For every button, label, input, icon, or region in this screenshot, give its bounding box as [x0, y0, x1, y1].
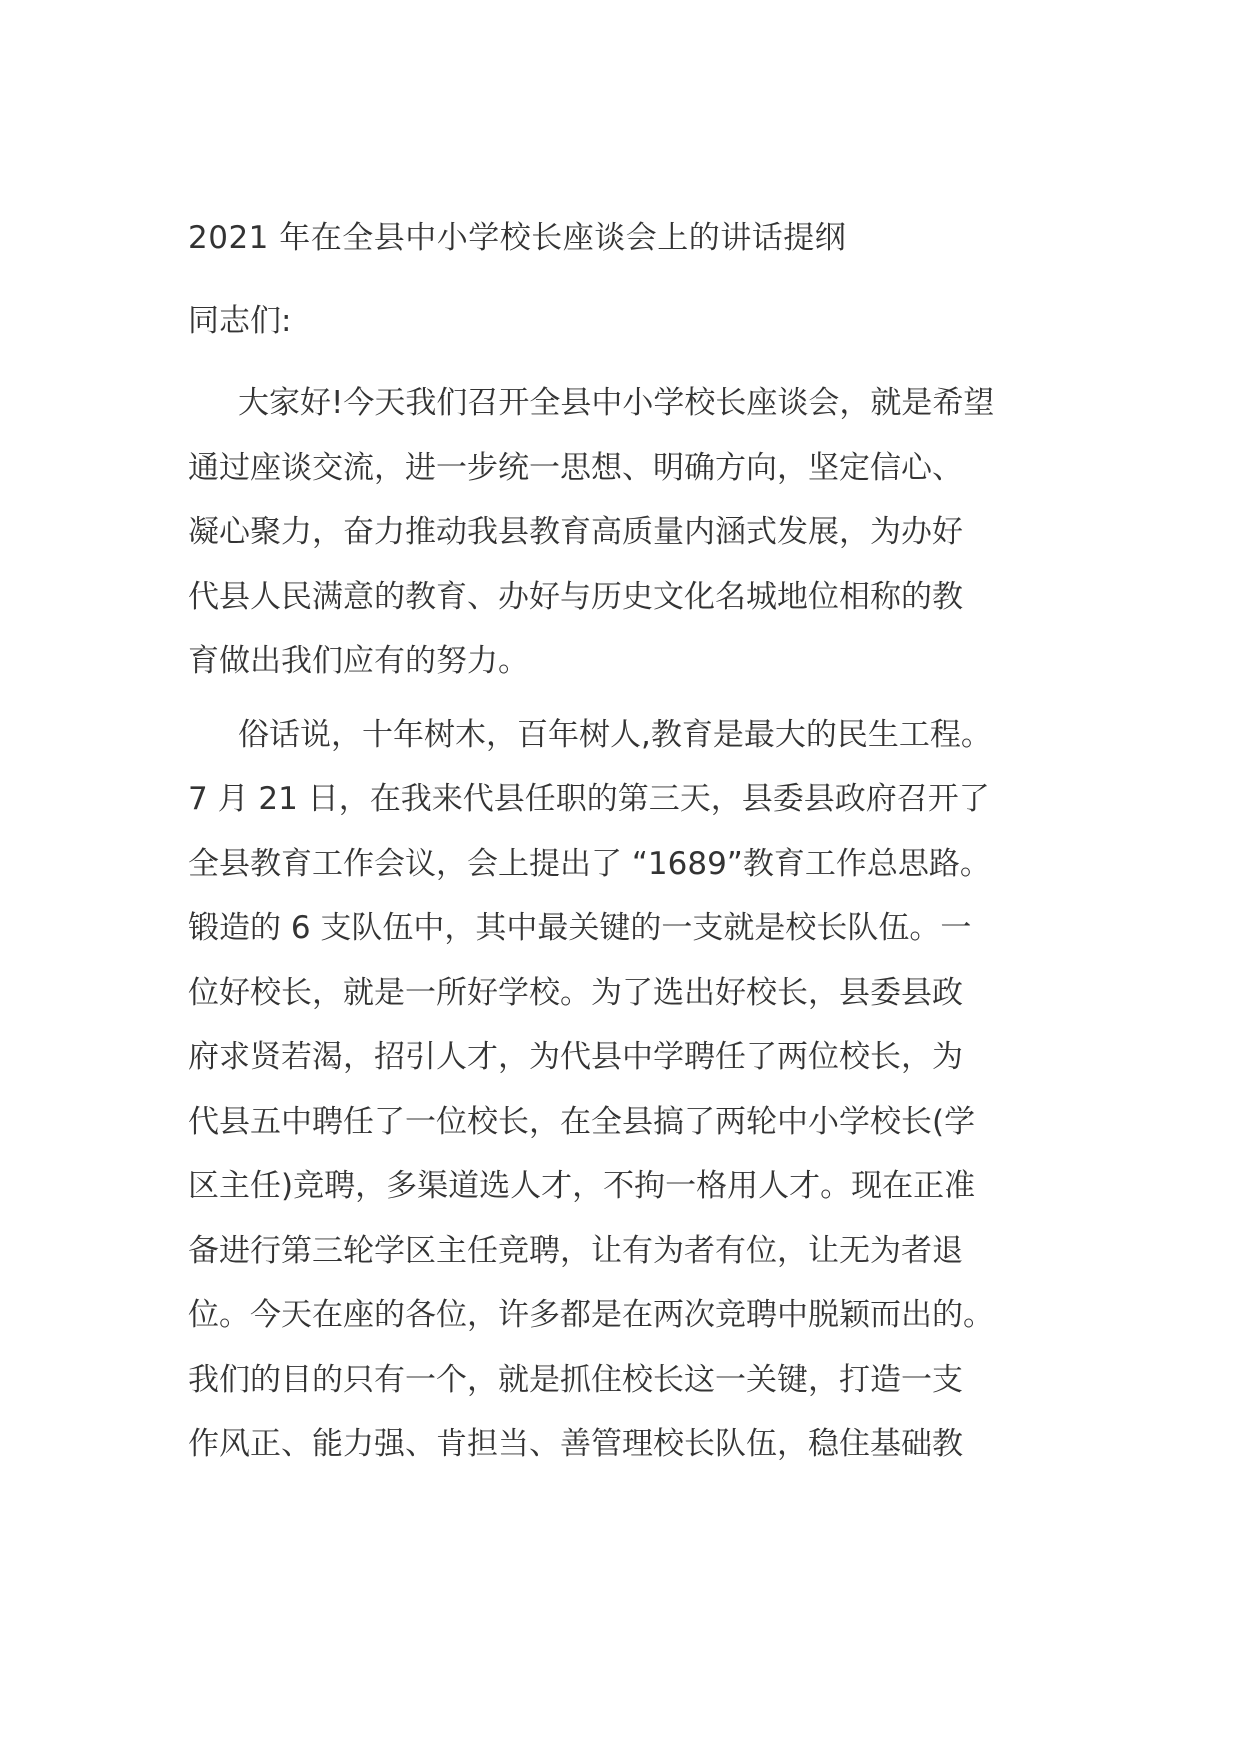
paragraph-line: 作风正、能力强、肯担当、善管理校长队伍，稳住基础教 [188, 1426, 963, 1462]
paragraph-line: 府求贤若渴，招引人才，为代县中学聘任了两位校长，为 [188, 1039, 963, 1075]
paragraph-line: 全县教育工作会议，会上提出了 “1689”教育工作总思路。 [188, 845, 991, 882]
paragraph-line: 7 月 21 日，在我来代县任职的第三天，县委县政府召开了 [188, 781, 990, 817]
paragraph-1 [188, 371, 1068, 694]
paragraph-line: 备进行第三轮学区主任竞聘，让有为者有位，让无为者退 [188, 1232, 963, 1269]
paragraph-line: 代县人民满意的教育、办好与历史文化名城地位相称的教 [188, 578, 963, 615]
paragraph-line: 大家好!今天我们召开全县中小学校长座谈会，就是希望 [238, 385, 995, 421]
paragraph-line: 锻造的 6 支队伍中，其中最关键的一支就是校长队伍。一 [188, 910, 972, 946]
paragraph-line: 我们的目的只有一个，就是抓住校长这一关键，打造一支 [188, 1361, 963, 1398]
salutation: 同志们: [188, 303, 292, 339]
document-title: 2021 年在全县中小学校长座谈会上的讲话提纲 [188, 220, 847, 256]
paragraph-line: 代县五中聘任了一位校长，在全县搞了两轮中小学校长(学 [188, 1103, 976, 1140]
paragraph-line: 区主任)竞聘，多渠道选人才，不拘一格用人才。现在正准 [188, 1168, 976, 1204]
paragraph-line: 通过座谈交流，进一步统一思想、明确方向，坚定信心、 [188, 449, 963, 486]
paragraph-line: 位。今天在座的各位，许多都是在两次竞聘中脱颖而出的。 [188, 1297, 994, 1333]
paragraph-line: 俗话说，十年树木，百年树人,教育是最大的民生工程。 [238, 716, 992, 753]
paragraph-line: 凝心聚力，奋力推动我县教育高质量内涵式发展，为办好 [188, 514, 963, 550]
paragraph-2 [188, 703, 1068, 1477]
document-body [188, 218, 1068, 1477]
paragraph-line: 位好校长，就是一所好学校。为了选出好校长，县委县政 [188, 974, 963, 1011]
paragraph-line: 育做出我们应有的努力。 [188, 643, 529, 679]
